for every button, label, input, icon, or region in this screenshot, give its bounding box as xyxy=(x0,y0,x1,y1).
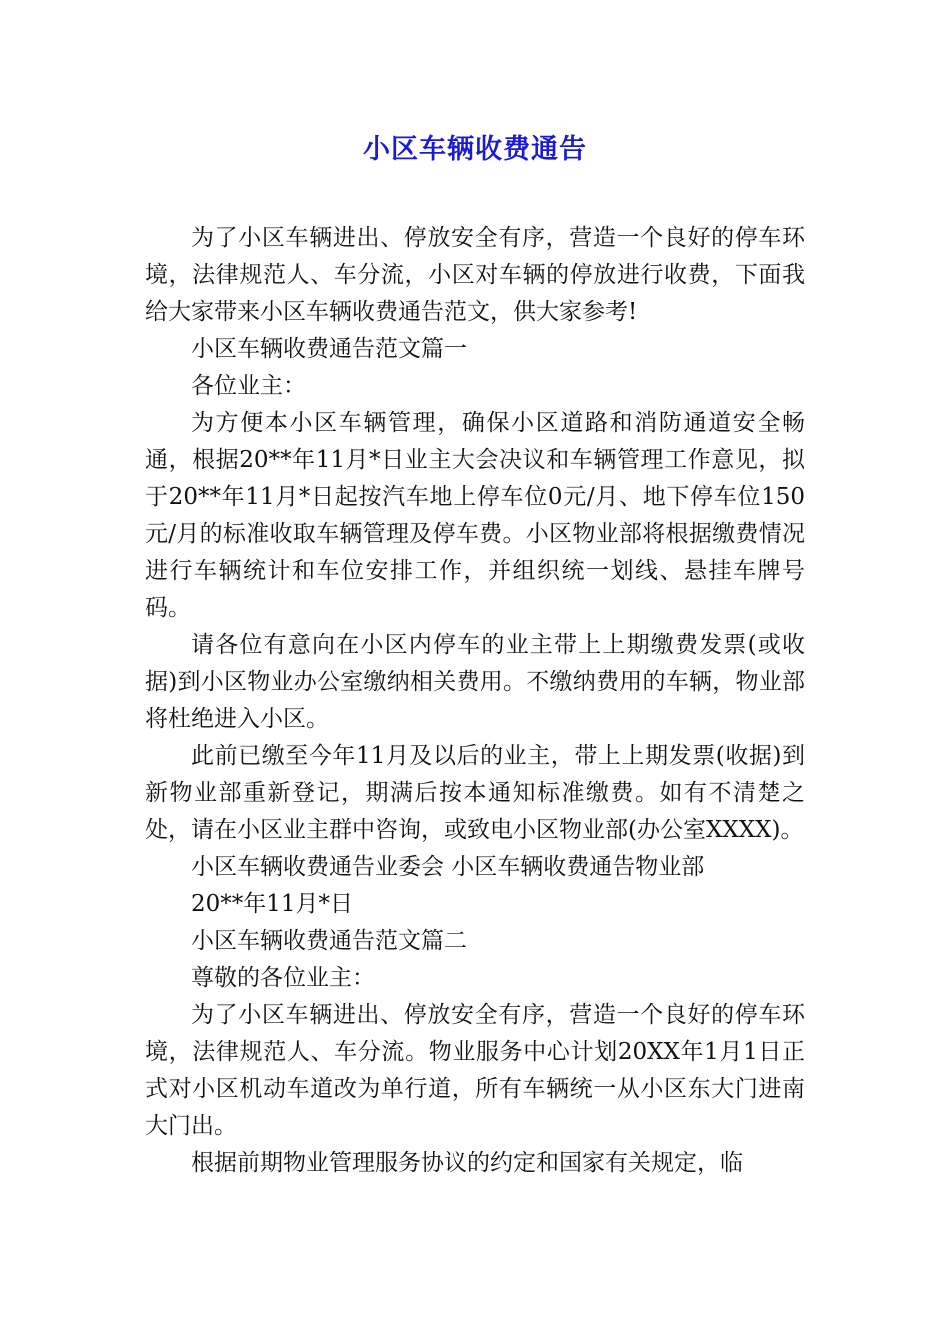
document-title: 小区车辆收费通告 xyxy=(363,134,587,165)
date-line: 20**年11月*日 xyxy=(191,891,354,917)
notice-paragraph: 根据前期物业管理服务协议的约定和国家有关规定，临 xyxy=(191,1150,743,1176)
section-heading-1: 小区车辆收费通告范文篇一 xyxy=(191,336,467,362)
notice-paragraph: 为方便本小区车辆管理，确保小区道路和消防通道安全畅通，根据20**年11月*日业主大会决议和车辆管理工作意见，拟于20**年11月*日起按汽车地上停车位0元/月、地下停车位150元/月的标准收取车辆管理及停车费。小区物业部将根据缴费情况进行车辆统计和车位安排工作，并组织统一划线、悬挂车牌号码。 xyxy=(145,410,805,621)
intro-paragraph: 为了小区车辆进出、停放安全有序，营造一个良好的停车环境，法律规范人、车分流，小区对车辆的停放进行收费，下面我给大家带来小区车辆收费通告范文，供大家参考! xyxy=(145,225,805,325)
signature-line: 小区车辆收费通告业委会 小区车辆收费通告物业部 xyxy=(191,854,705,880)
salutation-1: 各位业主： xyxy=(191,373,306,399)
document-body xyxy=(145,220,805,1182)
notice-paragraph: 为了小区车辆进出、停放安全有序，营造一个良好的停车环境，法律规范人、车分流。物业服务中心计划20XX年1月1日正式对小区机动车道改为单行道，所有车辆统一从小区东大门进南大门出。 xyxy=(145,1002,805,1139)
section-heading-2: 小区车辆收费通告范文篇二 xyxy=(191,928,467,954)
notice-paragraph: 此前已缴至今年11月及以后的业主，带上上期发票(收据)到新物业部重新登记，期满后按本通知标准缴费。如有不清楚之处，请在小区业主群中咨询，或致电小区物业部(办公室XXXX)。 xyxy=(145,743,805,843)
salutation-2: 尊敬的各位业主： xyxy=(191,965,375,991)
notice-paragraph: 请各位有意向在小区内停车的业主带上上期缴费发票(或收据)到小区物业办公室缴纳相关费用。不缴纳费用的车辆，物业部将杜绝进入小区。 xyxy=(145,632,805,732)
